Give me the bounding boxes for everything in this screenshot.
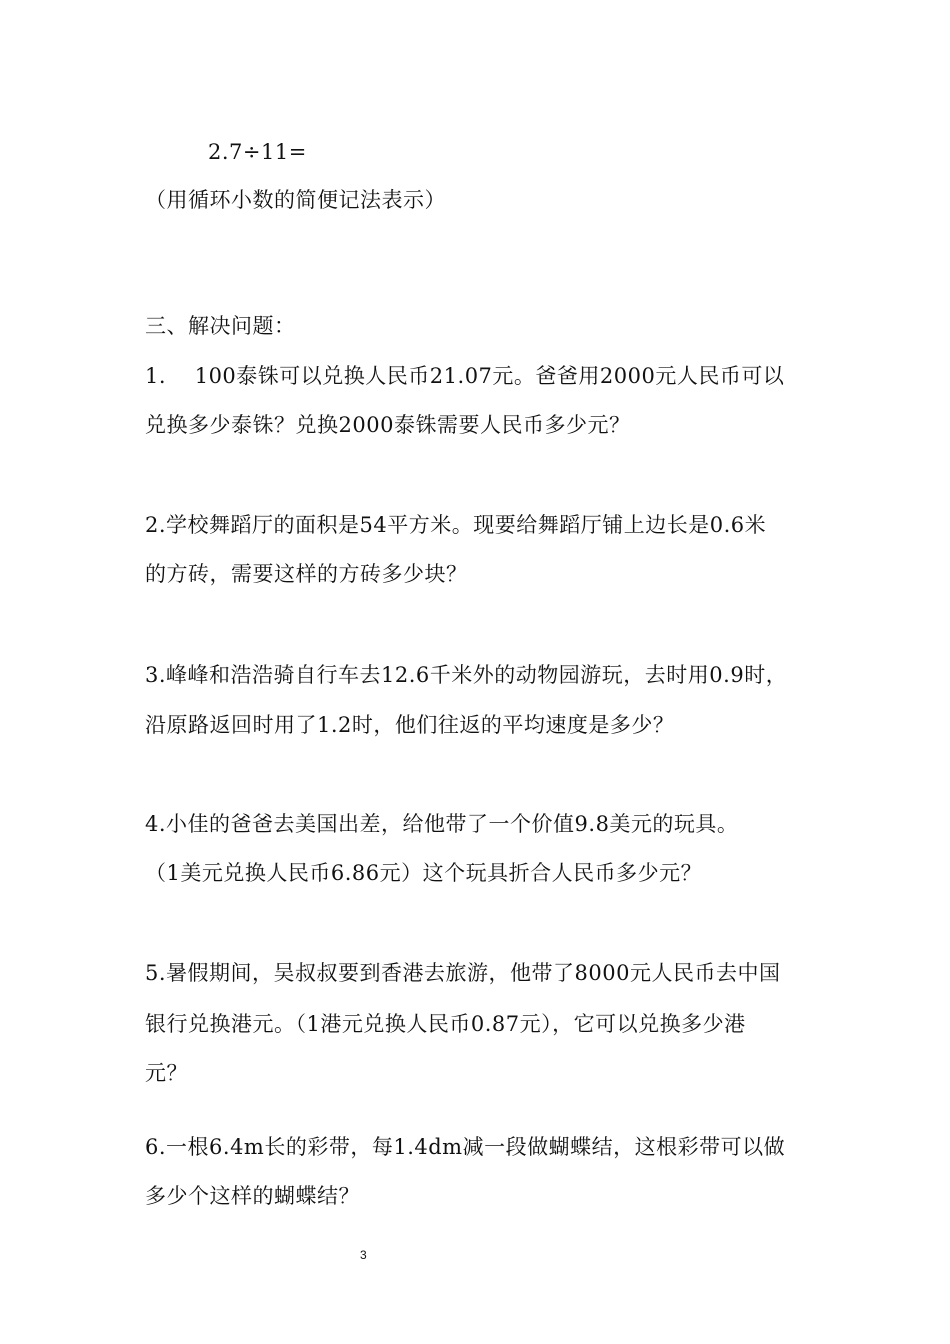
- problem-6-line-2: 多少个这样的蝴蝶结？: [145, 1184, 360, 1208]
- problem-4-line-1: 4.小佳的爸爸去美国出差，给他带了一个价值9.8美元的玩具。: [145, 812, 739, 836]
- problem-2-line-2: 的方砖，需要这样的方砖多少块？: [145, 562, 468, 586]
- problem-5-line-2: 银行兑换港元。（1港元兑换人民币0.87元），它可以兑换多少港: [145, 1012, 746, 1036]
- problem-2-line-1: 2.学校舞蹈厅的面积是54平方米。现要给舞蹈厅铺上边长是0.6米: [145, 513, 767, 537]
- section-title: 三、解决问题：: [145, 314, 296, 338]
- calc-note: （用循环小数的简便记法表示）: [145, 188, 446, 212]
- problem-3-line-1: 3.峰峰和浩浩骑自行车去12.6千米外的动物园游玩，去时用0.9时，: [145, 663, 788, 687]
- problem-1-line-2: 兑换多少泰铢？兑换2000泰铢需要人民币多少元？: [145, 413, 631, 437]
- problem-5-line-3: 元？: [145, 1061, 188, 1085]
- problem-4-line-2: （1美元兑换人民币6.86元）这个玩具折合人民币多少元？: [145, 861, 703, 885]
- problem-3-line-2: 沿原路返回时用了1.2时，他们往返的平均速度是多少？: [145, 713, 675, 737]
- page-number: 3: [360, 1248, 367, 1262]
- problem-5-line-1: 5.暑假期间，吴叔叔要到香港去旅游，他带了8000元人民币去中国: [145, 961, 781, 985]
- calc-expression: 2.7÷11=: [208, 140, 307, 164]
- problem-1-line-1: 1. 100泰铢可以兑换人民币21.07元。爸爸用2000元人民币可以: [145, 364, 785, 388]
- problem-6-line-1: 6.一根6.4m长的彩带，每1.4dm减一段做蝴蝶结，这根彩带可以做: [145, 1135, 786, 1159]
